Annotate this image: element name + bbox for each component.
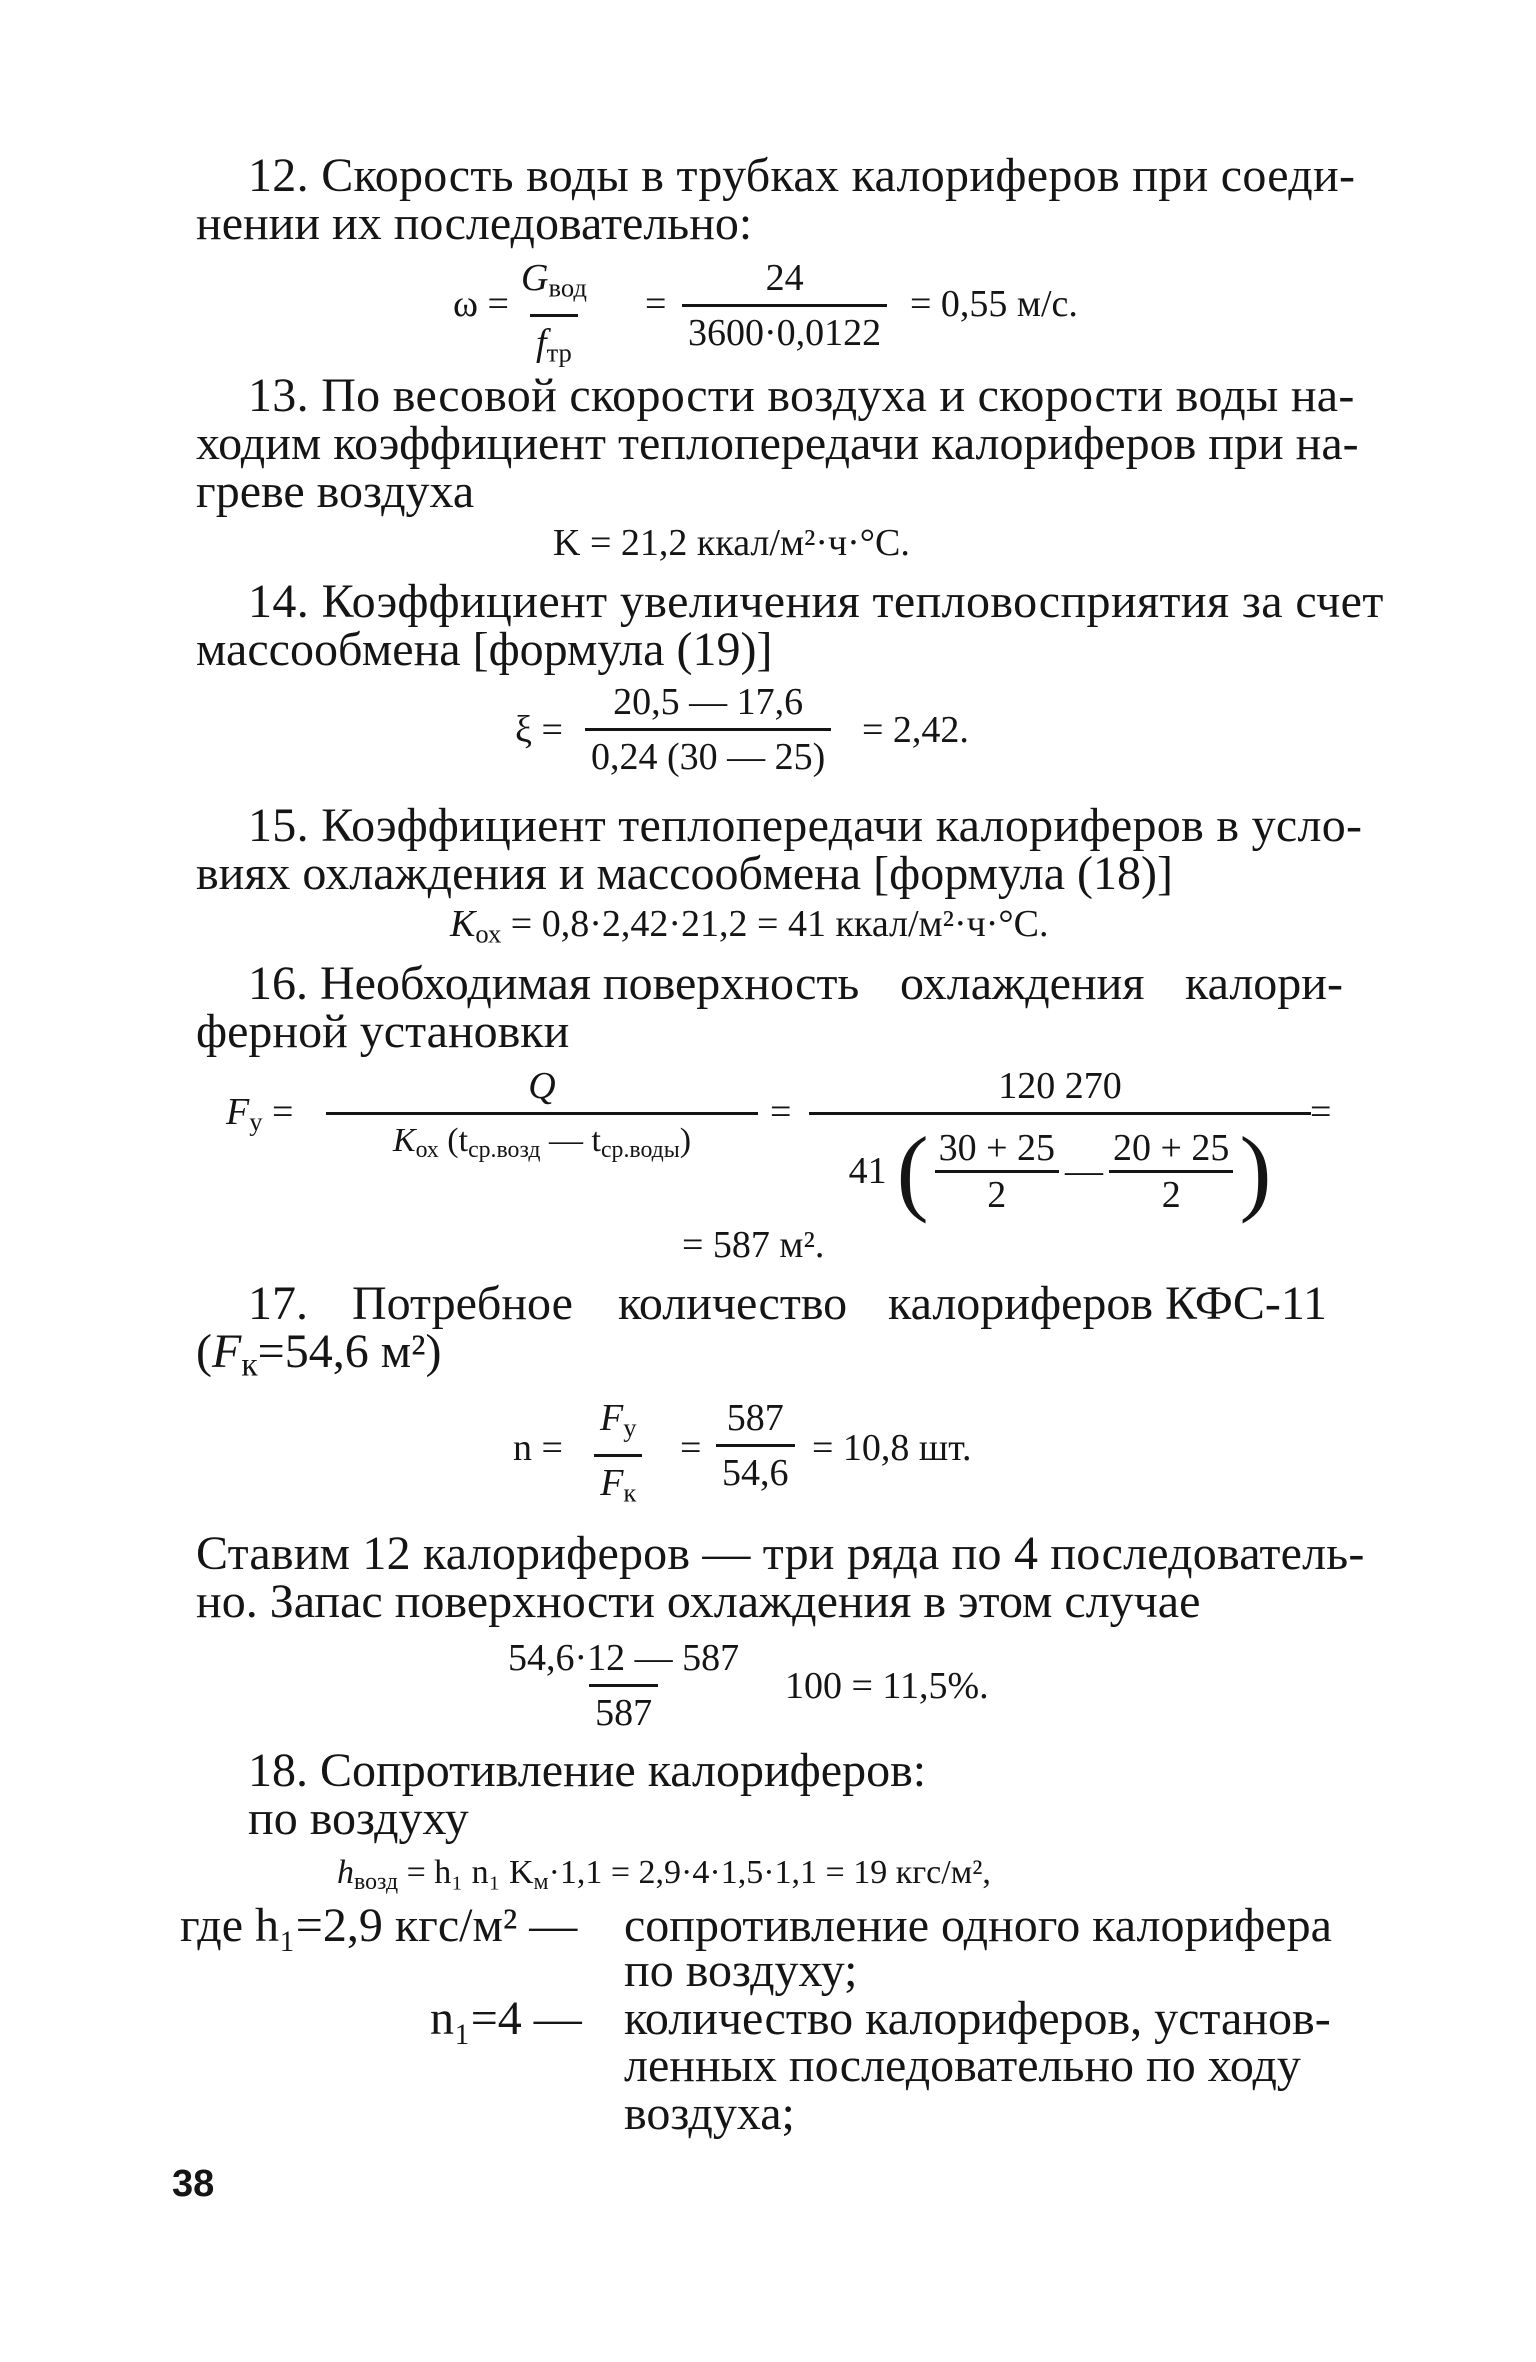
item-16-line-1b: охлаждения	[900, 957, 1145, 1010]
formula-omega-lhs: ω =	[453, 283, 509, 325]
q-symbol: Q	[528, 1065, 556, 1107]
item-14-line-1: 14. Коэффициент увеличения тепловосприятия за счет	[248, 575, 1384, 628]
formula-omega-frac2	[682, 256, 887, 355]
formula-omega-result: = 0,55 м/с.	[910, 283, 1078, 325]
item-16-line-2: ферной установки	[196, 1005, 570, 1058]
xi-den: 0,24 (30 — 25)	[585, 728, 831, 779]
formula-omega-eq2: =	[645, 283, 667, 325]
formula-n-frac2: $\frac{587}{54,6}$	[716, 1396, 795, 1495]
stavim-line-1: Ставим 12 калориферов — три ряда по 4 последователь-	[196, 1527, 1365, 1580]
item-17-line-1a: 17.	[248, 1277, 308, 1330]
formula-fy-result: = 587 м².	[682, 1224, 825, 1266]
item-18-line-2: по воздуху	[248, 1792, 469, 1845]
where-h1-lead: где h₁=2,9 кгс/м² —	[180, 1899, 578, 1952]
item-17-line-1b: Потребное	[352, 1277, 573, 1330]
item-16-line-1a: 16. Необходимая поверхность	[248, 957, 860, 1010]
where-n1-text-b: ленных последовательно по ходу	[624, 2039, 1301, 2092]
formula-fy-eq2: =	[770, 1091, 792, 1133]
item-15-line-1: 15. Коэффициент теплопередачи калориферов в усло-	[248, 799, 1363, 852]
formula-omega-frac1	[515, 256, 593, 374]
item-12-line-2: нении их последовательно:	[196, 197, 753, 250]
formula-fy-frac2: 120 270 41 ( 30 + 25 2 — 20 + 25 2 )	[815, 1064, 1305, 1219]
formula-fy-frac1: Q $K_{ох}$ ($t_{ср.возд}$ — $t_{ср.воды}$)	[332, 1064, 752, 1172]
formula-xi-frac	[585, 680, 831, 779]
where-h1-text-a: сопротивление одного калорифера	[624, 1899, 1332, 1952]
formula-zapas-frac: $\frac{54,6\cdot 12 — 587}{587}$	[508, 1637, 740, 1734]
item-17-line-1e: КФС-11	[1165, 1277, 1328, 1330]
formula-n-result: = 10,8 шт.	[812, 1427, 972, 1469]
formula-k: K = 21,2 ккал/м²·ч·°С.	[553, 522, 910, 564]
page-number: 38	[172, 2163, 215, 2205]
formula-xi-result: = 2,42.	[862, 709, 969, 751]
where-h1-text-b: по воздуху;	[624, 1944, 858, 1997]
formula-fy-eq3: =	[1310, 1091, 1332, 1133]
where-n1-lead: n₁=4 —	[430, 1992, 582, 2045]
item-12-line-1: 12. Скорость воды в трубках калориферов при соеди-	[248, 149, 1356, 202]
formula-n-frac1: $F_у$ $F_к$	[594, 1396, 643, 1514]
frac2-den: 3600·0,0122	[682, 304, 887, 355]
item-18-line-1: 18. Сопротивление калориферов:	[248, 1744, 927, 1797]
item-16-line-1c: калори-	[1185, 957, 1343, 1010]
item-17-line-1c: количество	[618, 1277, 848, 1330]
item-13-line-1: 13. По весовой скорости воздуха и скорости воды на-	[248, 369, 1355, 422]
formula-kox: $K_{ох} = 0,8\cdot 2,42\cdot 21,2 = 41$ ккал/м²·ч·°С.	[450, 903, 1049, 949]
fy-num2: 120 270	[998, 1065, 1122, 1107]
item-15-line-2: виях охлаждения и массообмена [формула (18)]	[196, 847, 1173, 900]
formula-xi-lhs: ξ =	[515, 709, 563, 751]
frac2-num: 24	[765, 257, 804, 299]
where-n1-text-c: воздуха;	[624, 2087, 795, 2140]
item-13-line-3: греве воздуха	[196, 465, 475, 518]
formula-n-eq2: =	[680, 1427, 702, 1469]
formula-hvozd: $h_{возд} = h_1$ n₁ $K_м\cdot 1,1 = 2,9\cdot 4\cdot 1,5\cdot 1,1 = 19$ кгс/м²,	[337, 1854, 991, 1895]
xi-num: 20,5 — 17,6	[613, 681, 804, 723]
formula-zapas-result: 100 = 11,5%.	[785, 1665, 989, 1707]
g-symbol: G	[521, 257, 549, 299]
formula-fy-lhs: $F_у$ =	[226, 1091, 294, 1137]
stavim-line-2: но. Запас поверхности охлаждения в этом случае	[196, 1575, 1201, 1628]
item-14-line-2: массообмена [формула (19)]	[196, 623, 773, 676]
fy-den-coef: 41	[848, 1150, 887, 1192]
where-n1-text-a: количество калориферов, установ-	[624, 1992, 1331, 2045]
item-17-line-1d: калориферов	[888, 1277, 1154, 1330]
f-symbol: f	[536, 321, 547, 364]
item-13-line-2: ходим коэффициент теплопередачи калориферов при на-	[196, 417, 1359, 470]
g-subscript: вод	[548, 272, 587, 303]
formula-n-lhs: n =	[513, 1427, 563, 1469]
f-subscript: тр	[546, 337, 572, 368]
item-17-line-2: ($F_к=54,6$ м²)	[196, 1325, 442, 1384]
